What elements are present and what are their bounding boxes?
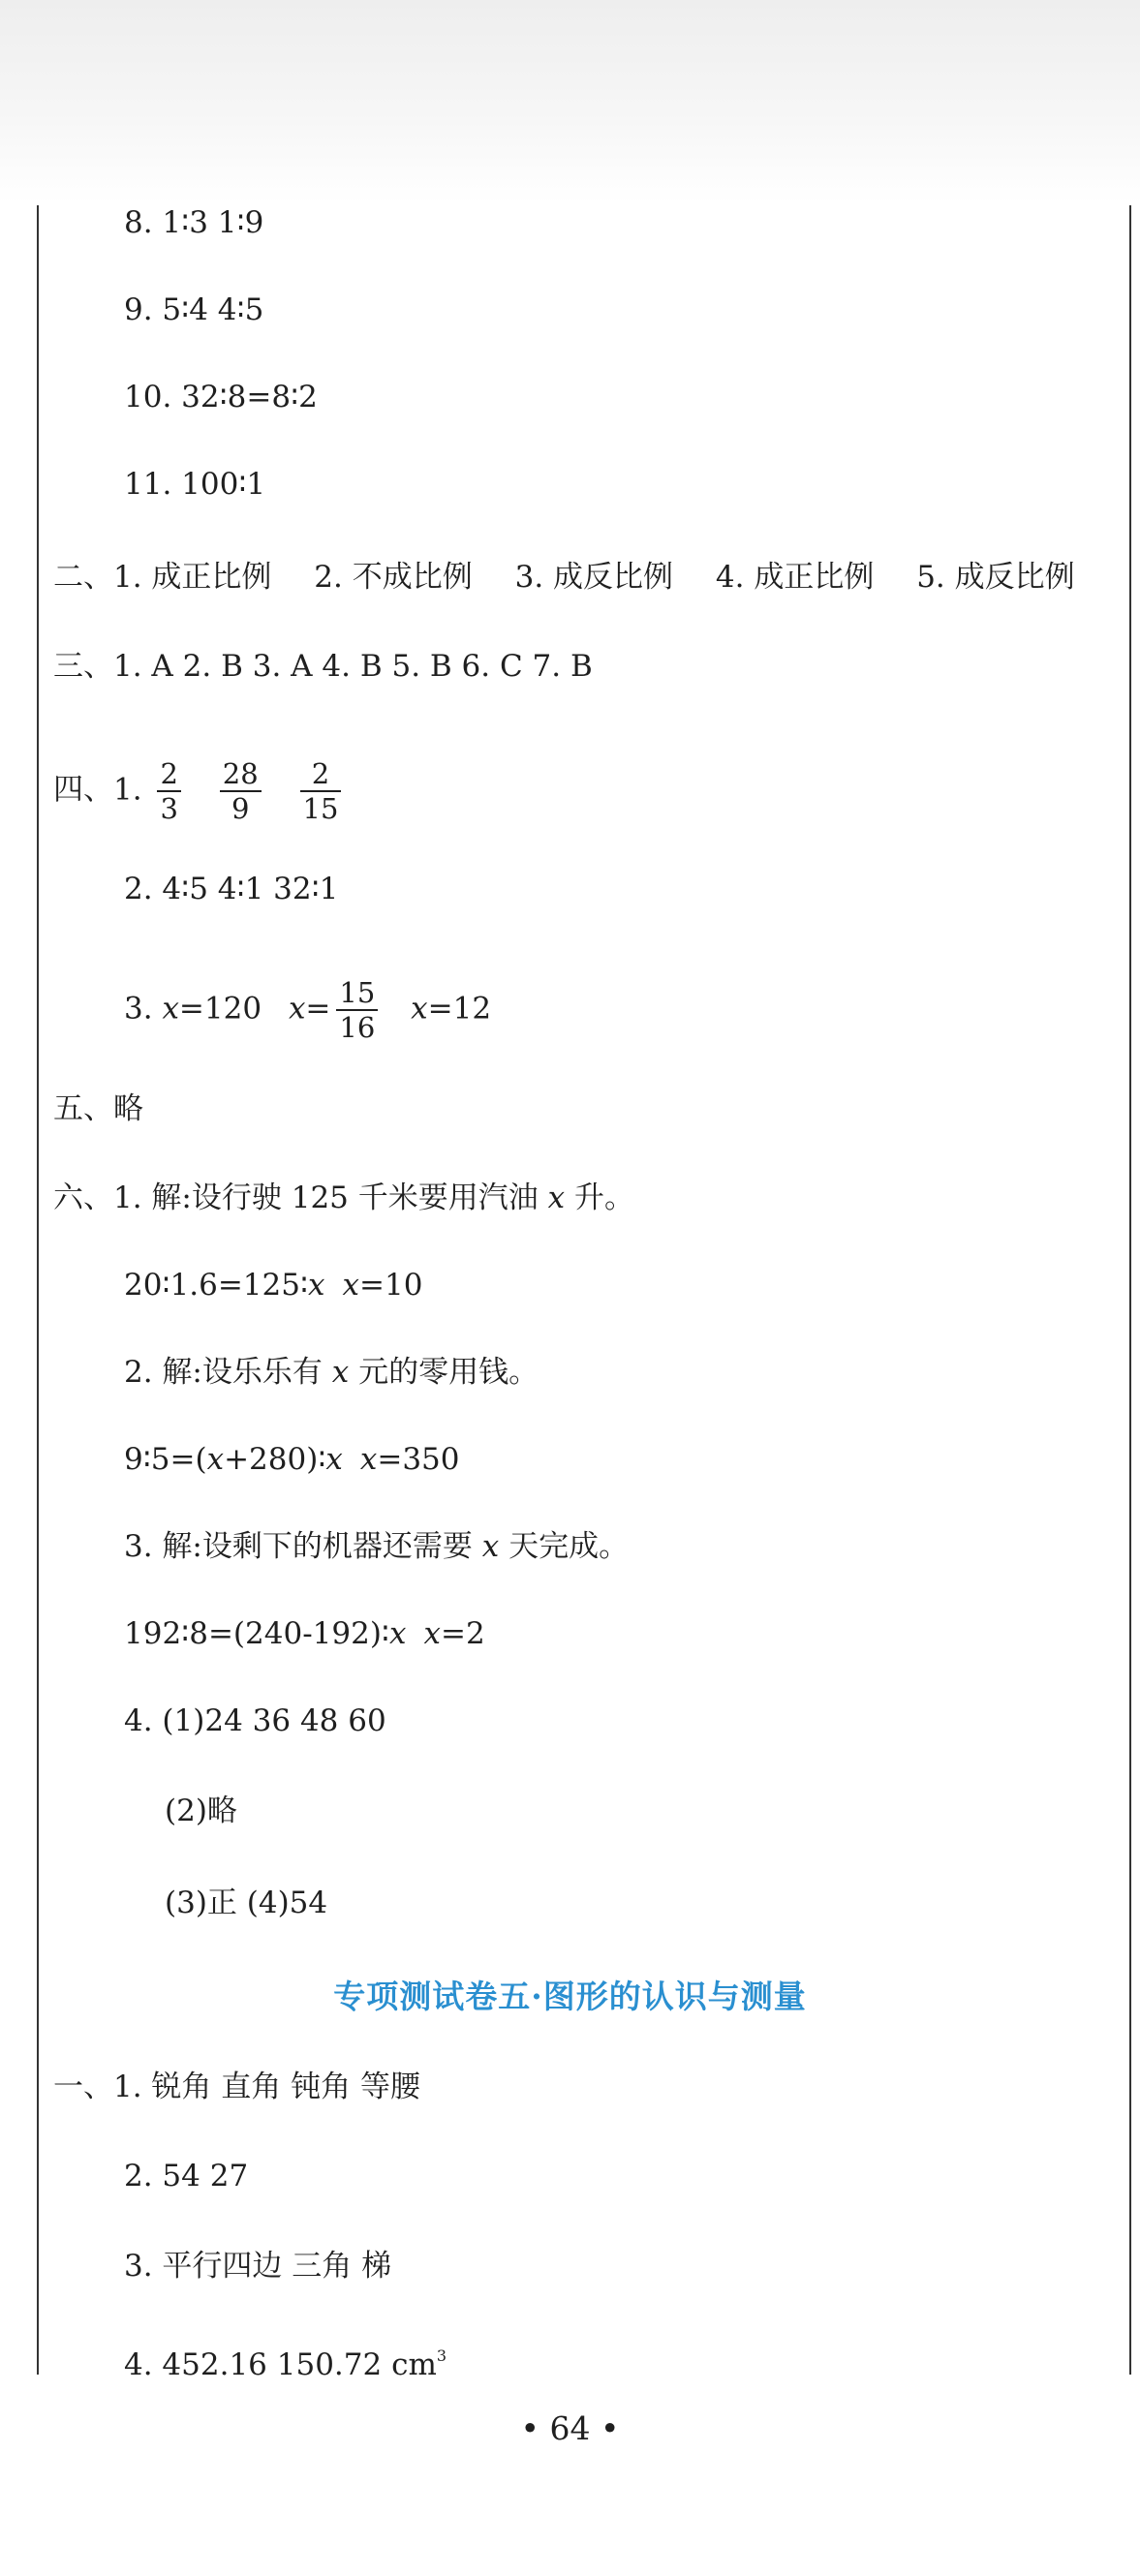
s6-line-3: 3. 解:设剩下的机器还需要 x 天完成。 xyxy=(124,1529,630,1564)
left-margin-rule xyxy=(37,205,39,2375)
section-4-line-3: 3. x=120 x= $\frac{15}{16}$ x=12 xyxy=(124,976,492,1044)
fraction-1: $\frac{2}{3}$ xyxy=(157,757,180,825)
s4-head: 四、1. xyxy=(53,772,142,808)
s6-line-4: 4. (1)24 36 48 60 xyxy=(124,1703,386,1738)
s6-line-4-2: (2)略 xyxy=(165,1794,237,1828)
answer-line-8: 8. 1∶3 1∶9 xyxy=(124,205,264,240)
s2-item-1: 二、1. 成正比例 xyxy=(53,560,272,595)
section-title: 专项测试卷五·图形的认识与测量 xyxy=(333,1978,807,2015)
answer-line-10: 10. 32∶8=8∶2 xyxy=(124,380,318,414)
section-2-answers xyxy=(53,558,1075,597)
s2-item-5: 5. 成反比例 xyxy=(916,560,1075,595)
s6-line-1: 六、1. 解:设行驶 125 千米要用汽油 x 升。 xyxy=(53,1181,634,1215)
s6-line-2: 2. 解:设乐乐有 x 元的零用钱。 xyxy=(124,1355,539,1390)
test5-line-1: 一、1. 锐角 直角 钝角 等腰 xyxy=(53,2070,420,2104)
s6-line-3-eq: 192∶8=(240-192)∶x x=2 xyxy=(124,1616,485,1651)
test5-line-3: 3. 平行四边 三角 梯 xyxy=(124,2249,392,2284)
s2-item-2: 2. 不成比例 xyxy=(314,560,473,595)
answer-line-9: 9. 5∶4 4∶5 xyxy=(124,292,264,327)
s2-item-4: 4. 成正比例 xyxy=(715,560,875,595)
section-4-line-1 xyxy=(53,757,347,825)
s6-line-4-3: (3)正 (4)54 xyxy=(165,1886,328,1920)
section-4-line-2: 2. 4∶5 4∶1 32∶1 xyxy=(124,872,339,906)
section-5-answer: 五、略 xyxy=(53,1091,143,1126)
test5-line-2: 2. 54 27 xyxy=(124,2159,249,2193)
fraction-2: $\frac{28}{9}$ xyxy=(220,757,262,825)
s6-line-2-eq: 9∶5=(x+280)∶x x=350 xyxy=(124,1442,460,1477)
s2-item-3: 3. 成反比例 xyxy=(514,560,674,595)
answer-line-11: 11. 100∶1 xyxy=(124,467,266,502)
scan-shadow xyxy=(0,0,1140,203)
fraction-3: $\frac{2}{15}$ xyxy=(300,757,342,825)
section-3-answers: 三、1. A 2. B 3. A 4. B 5. B 6. C 7. B xyxy=(53,649,593,684)
test5-line-4: 4. 452.16 150.72 $cm^3$ xyxy=(124,2346,447,2382)
fraction-4: $\frac{15}{16}$ xyxy=(336,976,378,1044)
right-margin-rule xyxy=(1129,205,1131,2375)
page-number: • 64 • xyxy=(520,2409,620,2447)
s6-line-1-eq: 20∶1.6=125∶x x=10 xyxy=(124,1268,423,1303)
